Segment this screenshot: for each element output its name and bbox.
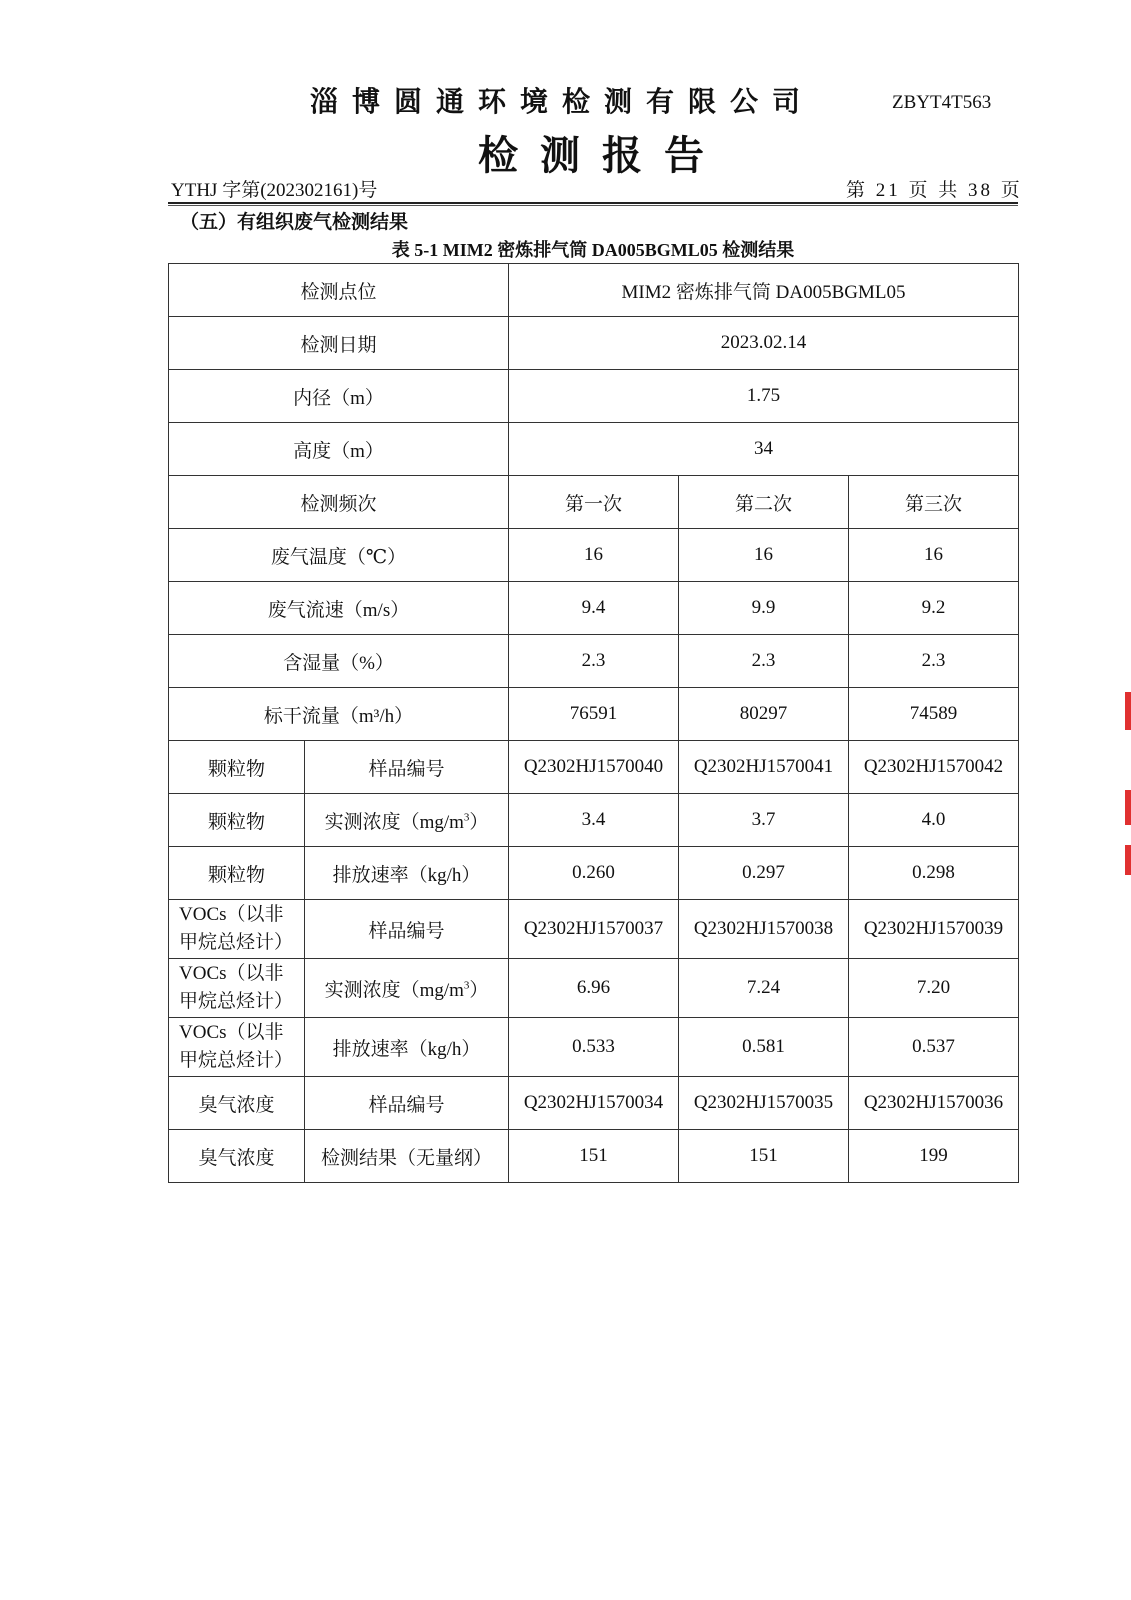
height-value: 34: [509, 423, 1019, 476]
table-row: [169, 423, 1019, 476]
item-label: [305, 959, 509, 1018]
param-value: 9.9: [679, 582, 849, 635]
param-value: 2.3: [679, 635, 849, 688]
param-value: 16: [849, 529, 1019, 582]
table-row: [169, 794, 1019, 847]
pollutant-name-line1: VOCs（以非: [179, 904, 284, 925]
report-code: ZBYT4T563: [892, 92, 992, 113]
result-value: 6.96: [509, 959, 679, 1018]
param-label: 含湿量（%）: [169, 635, 509, 688]
results-table: [168, 263, 1019, 1183]
pollutant-name-line1: VOCs（以非: [179, 963, 284, 984]
frequency-2: 第二次: [679, 476, 849, 529]
page-info: 第 21 页 共 38 页: [846, 180, 1023, 201]
pollutant-name: 颗粒物: [169, 847, 305, 900]
result-value: 3.4: [509, 794, 679, 847]
result-value: 0.260: [509, 847, 679, 900]
table-row: [169, 1077, 1019, 1130]
date-label: 检测日期: [169, 317, 509, 370]
table-row: [169, 900, 1019, 959]
param-value: 74589: [849, 688, 1019, 741]
height-label: 高度（m）: [169, 423, 509, 476]
table-row: [169, 317, 1019, 370]
item-label-text: 实测浓度（mg/m: [324, 811, 464, 833]
param-value: 76591: [509, 688, 679, 741]
param-label: 废气温度（℃）: [169, 529, 509, 582]
pollutant-name: 颗粒物: [169, 741, 305, 794]
item-label-text: 实测浓度（mg/m: [324, 979, 464, 1001]
table-row: [169, 370, 1019, 423]
item-label: 样品编号: [305, 900, 509, 959]
param-label: 标干流量（m³/h）: [169, 688, 509, 741]
section-title: （五）有组织废气检测结果: [180, 211, 409, 233]
point-label: 检测点位: [169, 264, 509, 317]
result-value: 151: [679, 1130, 849, 1183]
table-row: [169, 582, 1019, 635]
pollutant-name-line1: VOCs（以非: [179, 1022, 284, 1043]
param-value: 80297: [679, 688, 849, 741]
point-value: MIM2 密炼排气筒 DA005BGML05: [509, 264, 1019, 317]
item-label: 样品编号: [305, 741, 509, 794]
result-value: 199: [849, 1130, 1019, 1183]
pollutant-name-line2: 甲烷总烃计）: [179, 932, 294, 953]
table-row: [169, 635, 1019, 688]
frequency-1: 第一次: [509, 476, 679, 529]
table-row: [169, 847, 1019, 900]
result-value: 7.24: [679, 959, 849, 1018]
param-value: 16: [679, 529, 849, 582]
param-value: 9.2: [849, 582, 1019, 635]
pollutant-name: [169, 1018, 305, 1077]
pollutant-name-line2: 甲烷总烃计）: [179, 1050, 294, 1071]
item-label: 样品编号: [305, 1077, 509, 1130]
item-label-suffix: ）: [469, 979, 489, 1001]
diameter-value: 1.75: [509, 370, 1019, 423]
pollutant-name: 臭气浓度: [169, 1077, 305, 1130]
pollutant-name: 颗粒物: [169, 794, 305, 847]
unit-superscript: 3: [463, 979, 470, 992]
param-value: 9.4: [509, 582, 679, 635]
diameter-label: 内径（m）: [169, 370, 509, 423]
table-row: [169, 264, 1019, 317]
unit-superscript: 3: [463, 811, 470, 824]
result-value: Q2302HJ1570036: [849, 1077, 1019, 1130]
param-value: 2.3: [849, 635, 1019, 688]
pollutant-name: 臭气浓度: [169, 1130, 305, 1183]
table-row: [169, 476, 1019, 529]
table-row: [169, 529, 1019, 582]
result-value: Q2302HJ1570035: [679, 1077, 849, 1130]
table-row: [169, 1130, 1019, 1183]
header-rule-thin: [168, 205, 1018, 206]
item-label-suffix: ）: [469, 811, 489, 833]
result-value: 0.298: [849, 847, 1019, 900]
result-value: 4.0: [849, 794, 1019, 847]
result-value: Q2302HJ1570038: [679, 900, 849, 959]
frequency-3: 第三次: [849, 476, 1019, 529]
table-row: [169, 1018, 1019, 1077]
table-row: [169, 688, 1019, 741]
result-value: 151: [509, 1130, 679, 1183]
param-label: 废气流速（m/s）: [169, 582, 509, 635]
result-value: 0.581: [679, 1018, 849, 1077]
item-label: [305, 794, 509, 847]
table-row: [169, 959, 1019, 1018]
frequency-label: 检测频次: [169, 476, 509, 529]
document-number: YTHJ 字第(202302161)号: [171, 180, 378, 201]
header-rule: [168, 202, 1018, 204]
item-label: 排放速率（kg/h）: [305, 847, 509, 900]
table-row: [169, 741, 1019, 794]
pollutant-name-line2: 甲烷总烃计）: [179, 991, 294, 1012]
result-value: Q2302HJ1570042: [849, 741, 1019, 794]
pollutant-name: [169, 900, 305, 959]
result-value: 0.297: [679, 847, 849, 900]
company-name: 淄博圆通环境检测有限公司: [310, 85, 815, 118]
seal-stamp-edge: [1125, 845, 1131, 875]
result-value: 3.7: [679, 794, 849, 847]
seal-stamp-edge: [1125, 790, 1131, 825]
result-value: Q2302HJ1570040: [509, 741, 679, 794]
result-value: 7.20: [849, 959, 1019, 1018]
result-value: 0.537: [849, 1018, 1019, 1077]
param-value: 2.3: [509, 635, 679, 688]
result-value: 0.533: [509, 1018, 679, 1077]
item-label: 排放速率（kg/h）: [305, 1018, 509, 1077]
result-value: Q2302HJ1570037: [509, 900, 679, 959]
pollutant-name: [169, 959, 305, 1018]
date-value: 2023.02.14: [509, 317, 1019, 370]
seal-stamp-edge: [1125, 692, 1131, 730]
result-value: Q2302HJ1570039: [849, 900, 1019, 959]
result-value: Q2302HJ1570041: [679, 741, 849, 794]
result-value: Q2302HJ1570034: [509, 1077, 679, 1130]
table-caption: 表 5-1 MIM2 密炼排气筒 DA005BGML05 检测结果: [391, 240, 795, 260]
param-value: 16: [509, 529, 679, 582]
report-title: 检测报告: [478, 132, 726, 179]
item-label: 检测结果（无量纲）: [305, 1130, 509, 1183]
